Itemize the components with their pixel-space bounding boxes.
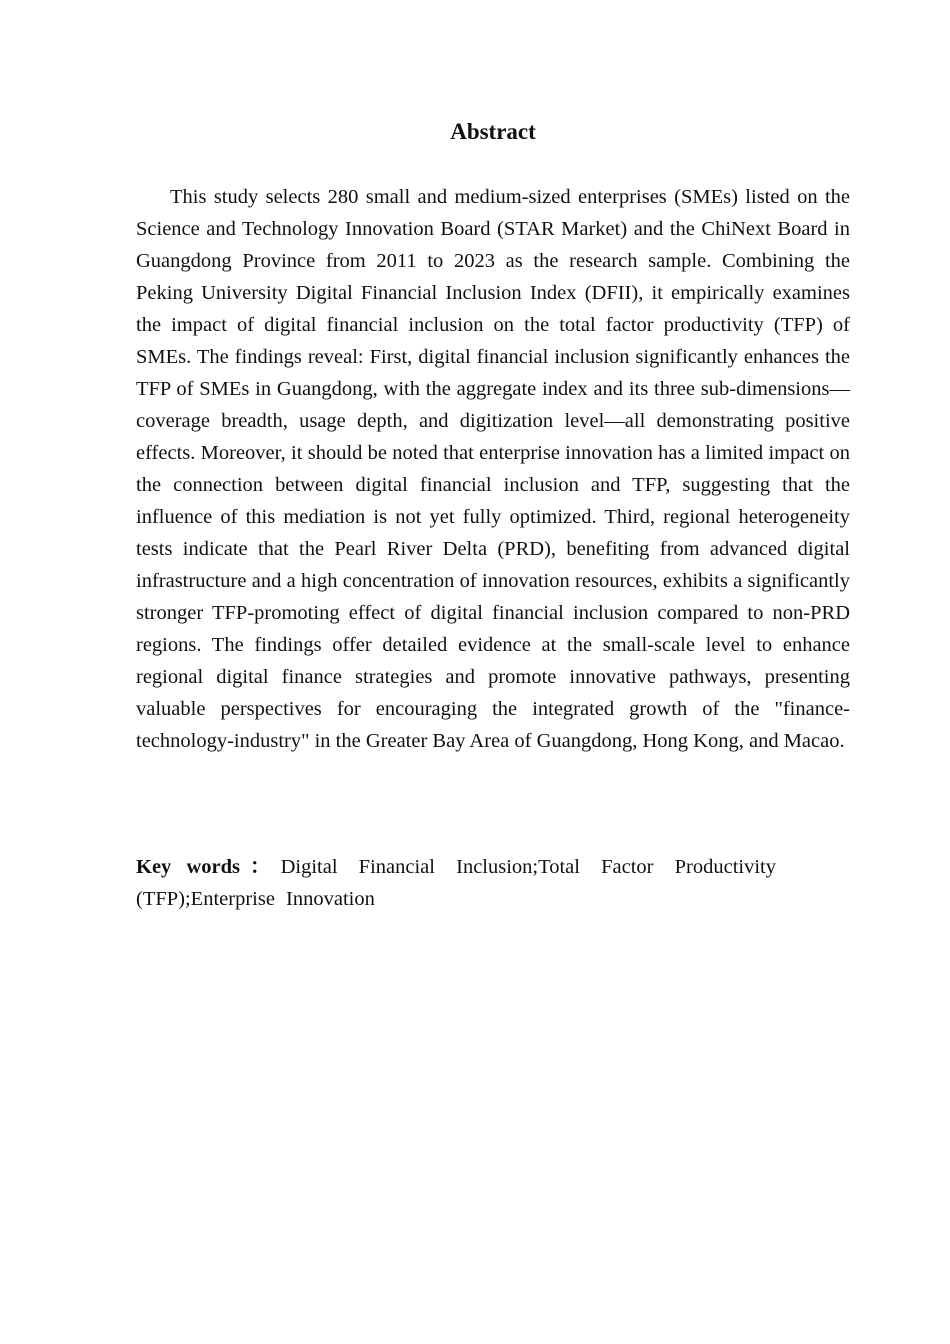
keywords-label: Key words： — [136, 856, 281, 878]
abstract-title: Abstract — [450, 119, 536, 144]
abstract-body: This study selects 280 small and medium-sized enterprises (SMEs) listed on the Science and Technology Innovation Board (STAR Market) and the ChiNext Board in Guangdong Province from 2011 to 2023 as the research sample. Combining the Peking University Digital Financial Inclusion Index (DFII), it empirically examines the impact of digital financial inclusion on the total factor productivity (TFP) of SMEs. The findings reveal: First, digital financial inclusion significantly enhances the TFP of SMEs in Guangdong, with the aggregate index and its three sub-dimensions—coverage breadth, usage depth, and digitization level—all demonstrating positive effects. Moreover, it should be noted that enterprise innovation has a limited impact on the connection between digital financial inclusion and TFP, suggesting that the influence of this mediation is not yet fully optimized. Third, regional heterogeneity tests indicate that the Pearl River Delta (PRD), benefiting from advanced digital infrastructure and a high concentration of innovation resources, exhibits a significantly stronger TFP-promoting effect of digital financial inclusion compared to non-PRD regions. The findings offer detailed evidence at the small-scale level to enhance regional digital finance strategies and promote innovative pathways, presenting valuable perspectives for encouraging the integrated growth of the "finance-technology-industry" in the Greater Bay Area of Guangdong, Hong Kong, and Macao. — [136, 186, 850, 752]
keywords-line — [136, 851, 776, 915]
keywords-text: Digital Financial Inclusion;Total Factor Productivity (TFP);Enterprise Innovation — [136, 856, 777, 910]
